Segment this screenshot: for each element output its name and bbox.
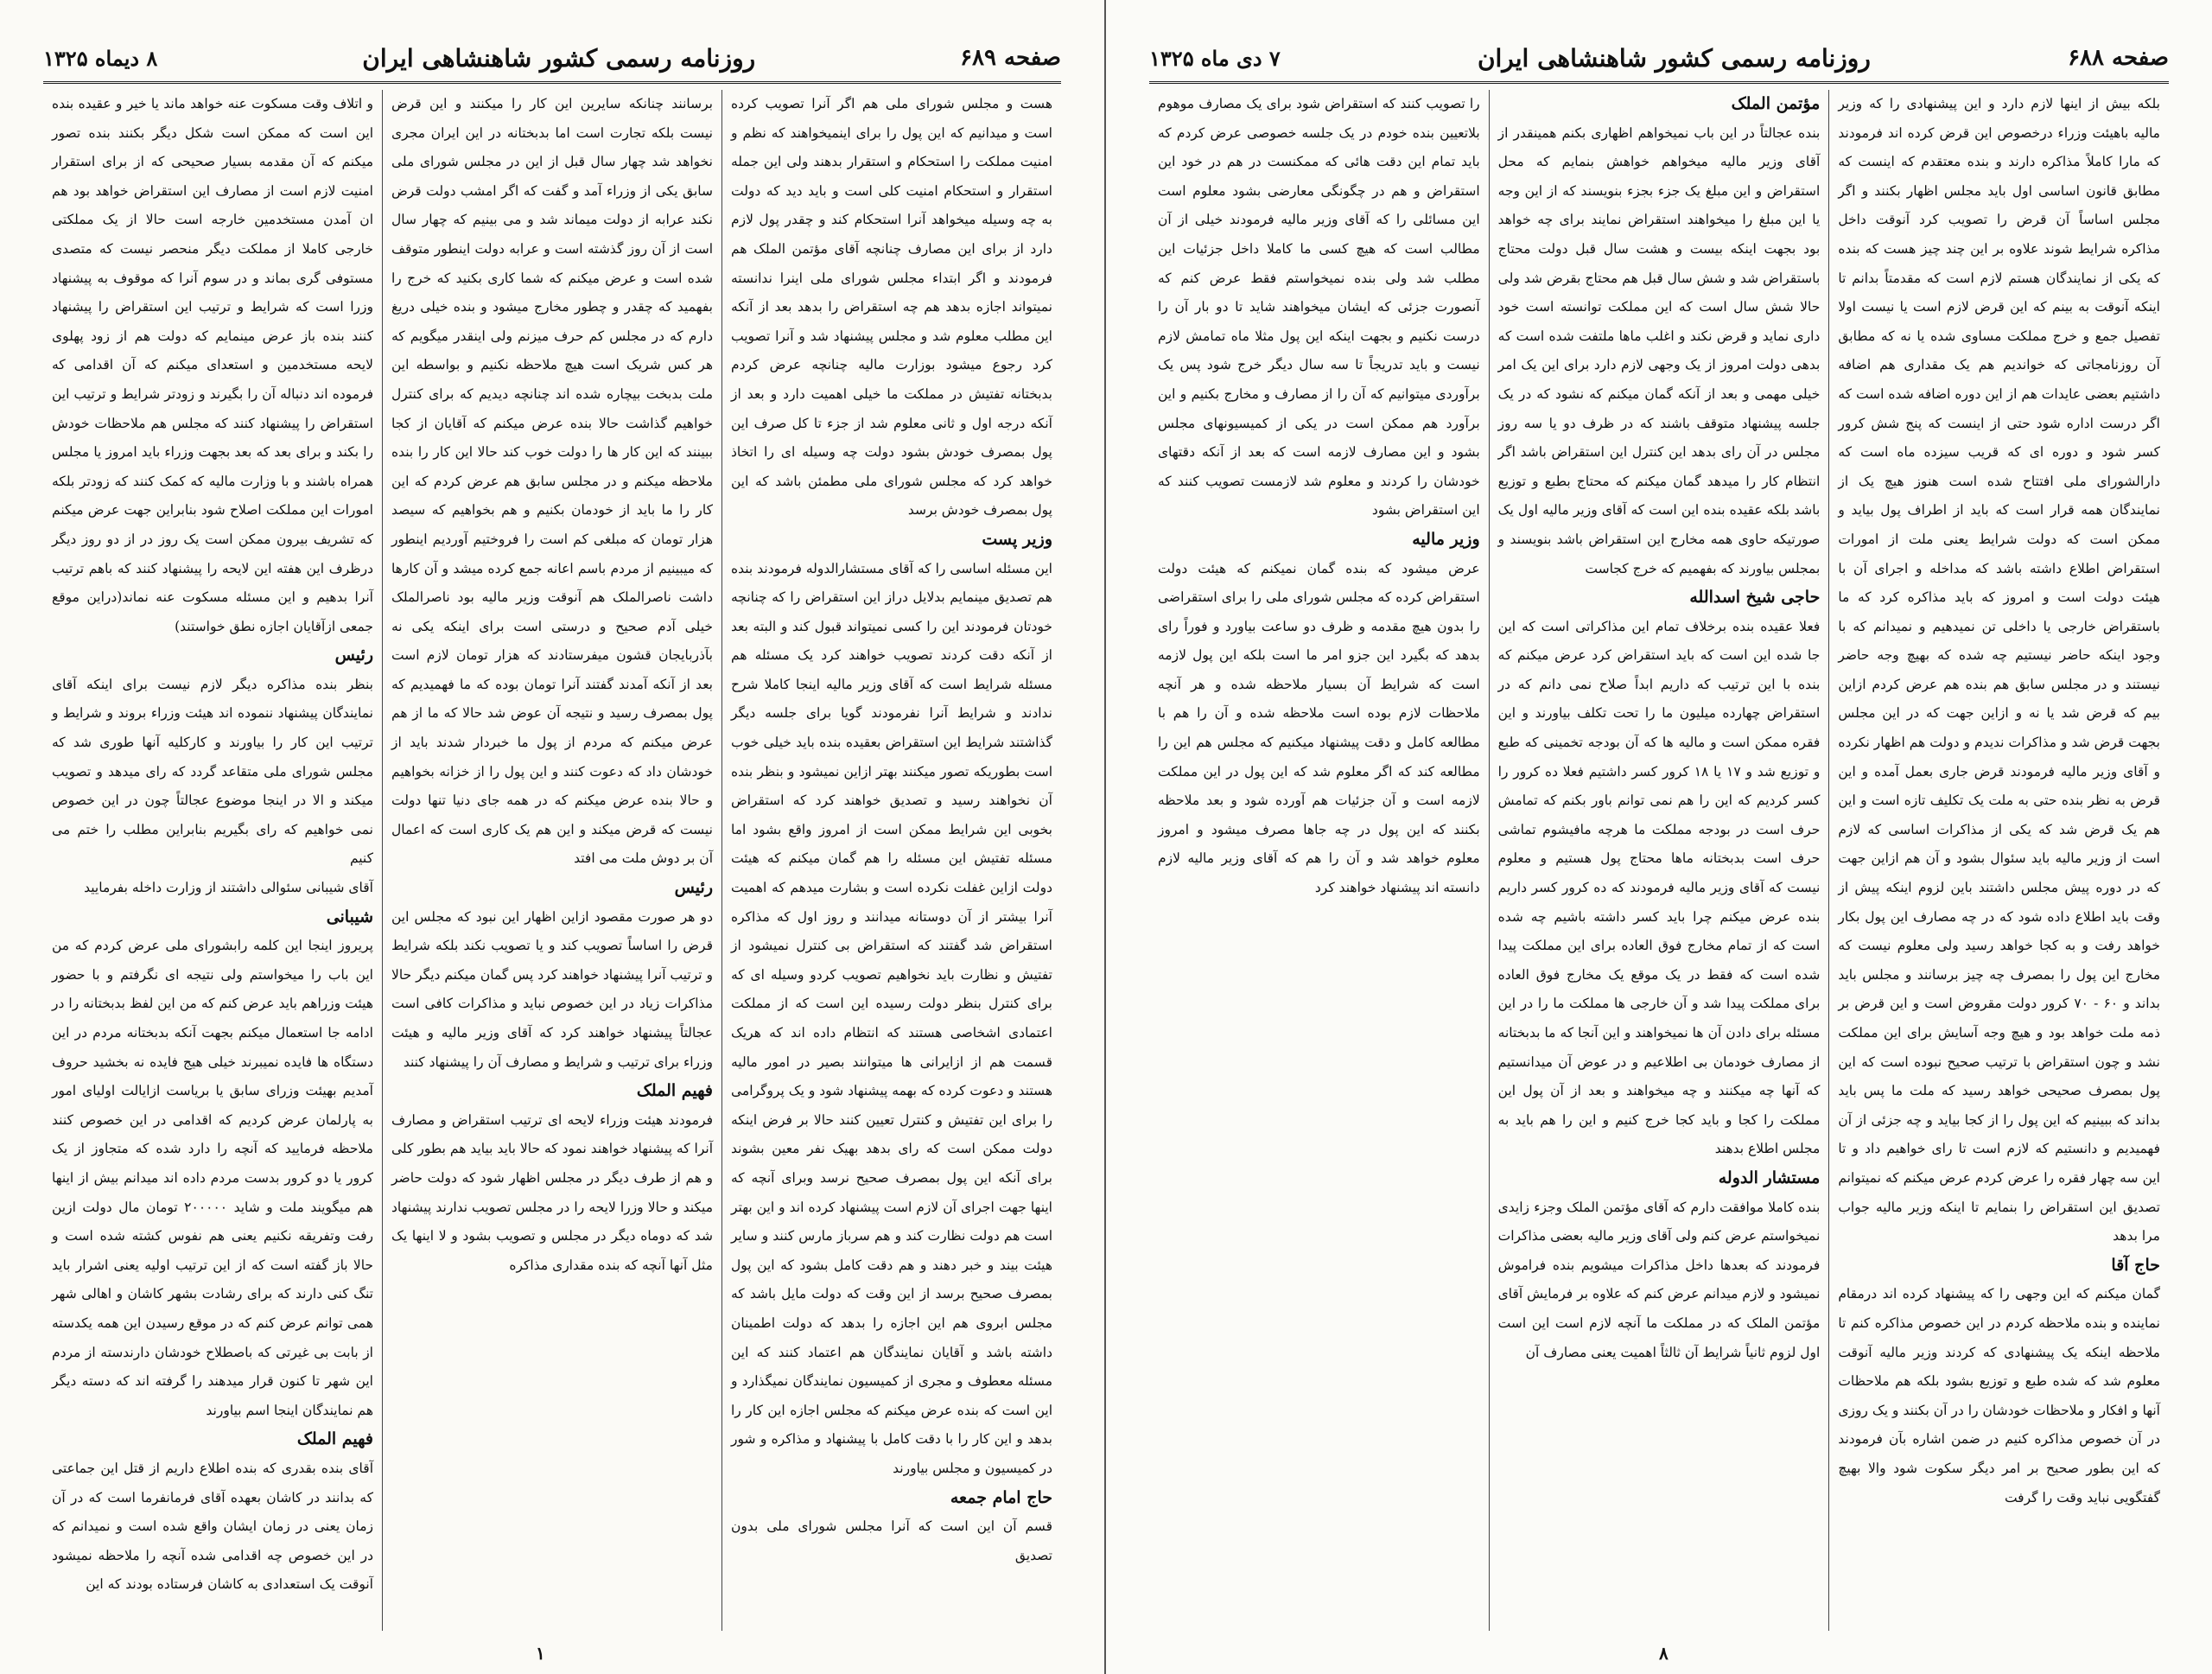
speech-paragraph: دو هر صورت مقصود ازاین اظهار این نبود که مجلس این قرض را اساساً تصویب کند و یا تصویب نکند بلکه شرایط و ترتیب آنرا پیشنهاد خواهند کرد پس گمان میکنم دیگر حالا مذاکرات زیاد در این خصوص نباید و مذاکرات کافی است عجالتاً پیشنهاد خواهند کرد که آقای وزیر مالیه و هیئت وزراء برای ترتیب و شرایط و مصارف آن را پیشنهاد کنند	[391, 908, 713, 1070]
left-masthead-title: روزنامه رسمی کشور شاهنشاهی ایران	[362, 43, 756, 73]
speaker-name: رئیس	[334, 646, 373, 665]
right-page	[1106, 0, 2212, 1674]
left-page-header	[43, 35, 1061, 84]
speech-paragraph: بنظر بنده مذاکره دیگر لازم نیست برای اینکه آقای نمایندگان پیشنهاد ننموده اند هیئت وزراء بروند و شرایط و ترتیب این کار را بیاورند و کارکلیه آنها طوری شد که مجلس شورای ملی متقاعد گردد که رای میدهد و تصویب میکند و الا در اینجا موضوع عجالتاً چون در این خصوص نمی خواهیم که رای بگیریم بنابراین مطلب را ختم می کنیم	[52, 676, 373, 867]
left-page-number: صفحه ۶۸۹	[960, 45, 1061, 71]
speaker-name: حاج امام جمعه	[950, 1487, 1052, 1507]
right-page-number: صفحه ۶۸۸	[2068, 45, 2169, 71]
speech-paragraph: عرض میشود که بنده گمان نمیکنم که هیئت دولت استقراض کرده که مجلس شورای ملی را برای استقراضی را بدون هیچ مقدمه و ظرف دو ساعت بیاورد و فوراً رای بدهد که بگیرد این جزو امر ما است بلکه این پول لازمه است که شرایط آن بسیار ملاحظه شده و هر آنچه ملاحظات لازم بوده است ملاحظه شده و آن را هم با مطالعه کامل و دقت پیشنهاد میکنیم که مجلس هم این را مطالعه کند که اگر معلوم شد که این پول در این مملکت لازمه است و آن جزئیات هم آورده شود و بعد ملاحظه بکنند که این پول در چه جاها مصرف میشود و امروز معلوم خواهد شد و آن را هم که آقای وزیر مالیه لازم دانسته اند پیشنهاد خواهند کرد	[1157, 560, 1480, 896]
speech-paragraph: هست و مجلس شورای ملی هم اگر آنرا تصویب کرده است و میدانیم که این پول را برای اینمیخواهند که نظم و امنیت مملکت را استحکام و استقرار بدهند ولی این جمله استقرار و استحکام امنیت کلی است و باید دید که دولت به چه وسیله میخواهد آنرا استحکام کند و چقدر پول لازم دارد از برای این مصارف چنانچه آقای مؤتمن الملک هم فرمودند و اگر ابتداء مجلس شورای ملی اینرا ندانسته نمیتواند اجازه بدهد هم چه استقراض را بدهد بعد از آنکه این مطلب معلوم شد و مجلس پیشنهاد شد و آنرا تصویب کرد رجوع میشود بوزارت مالیه چنانچه عرض کردم بدبختانه تفتیش در مملکت ما خیلی اهمیت دارد و بعد از آنکه درجه اول و ثانی معلوم شد از جزء تا کل صرف این پول بمصرف خودش بشود دولت چه وسیله ای را اتخاذ خواهد کرد که مجلس شورای ملی مطمئن باشد که این پول بمصرف خودش برسد	[731, 96, 1052, 519]
left-page-footer-number: ۱	[536, 1643, 545, 1664]
right-columns	[1149, 90, 2169, 1631]
speech-paragraph: بلکه بیش از اینها لازم دارد و این پیشنهادی را که وزیر مالیه باهیئت وزراء درخصوص این قرض کرده اند فرمودند که مارا کاملاً مذاکره دارند و بنده معتقدم که اینست که مطابق قانون اساسی اول باید مجلس اظهار بکنند و اگر مجلس اساساً آن قرض را تصویب کرد آنوقت داخل مذاکره شرایط شوند علاوه بر این چند چیز هست که بنده که یکی از نمایندگان هستم لازم است که مقدمتاً بدانم تا اینکه آنوقت به بینم که این قرض لازم است یا نیست اولا تفصیل جمع و خرج مملکت مساوی شده یا نه که مطابق آن روزنامجاتی که خواندیم هم یک مقداری هم اضافه داشتیم بعضی عایدات هم از این دوره اضافه شده است که اگر درست اداره شود حتی از اینست که پنج شش کرور کسر شود و دوره ای که قریب سیزده ماه است که دارالشورای ملی افتتاح شده است هنوز هیچ یک از نمایندگان همه قرار است که باید از اطراف پول بیاید و ممکن است که دولت شرایط یعنی ملت از امورات استقراض اطلاع داشته باشد که مداخله و اجرای آن با هیئت دولت است و امروز که باید مذاکره کرد که ما باستقراض خارجی یا داخلی تن نمیدهیم و نمیدانم که با وجود اینکه حاضر نیستیم چه شده که بهیچ وجه حاضر نیستند و در مجلس سابق هم بنده هم عرض کردم ازاین بیم که قرض شد یا نه و ازاین جهت که در این مجلس بجهت قرض شد و مذاکرات ندیدم و دولت هم اظهار نکرده و آقای وزیر مالیه فرمودند قرض جاری بعمل آمده و این قرض به نظر بنده حتی به ملت یک تکلیف تازه است و این هم یک قرض شد که یکی از مذاکرات اساسی که لازم است از وزیر مالیه باید سئوال بشود و آن هم ازاین جهت که در دوره پیش مجلس داشتند باین لزوم اینکه پیش از وقت باید اطلاع داده شود که در چه مصارف این پول بکار خواهد رفت و به کجا خواهد رسید ولی معلوم نیست که مخارج این پول را بمصرف چه چیز برسانند و مجلس باید بداند و ۶۰ - ۷۰ کرور دولت مقروض است و این قرض بر ذمه ملت خواهد بود و هیچ وجه آسایش برای این مملکت نشد و چون استقراض با ترتیب صحیح نبوده است که این پول بمصرف صحیحی خواهد رسید که ملت ما پس باید بداند که ببینیم که این پول را از کجا بیاید و چه جزئی از آن فهمیدیم و دانستیم که لازم است تا رای خواهیم داد و تا این سه چهار فقره را عرض کردم عرض میکنم که نمیتوانم تصدیق این استقراض را بنمایم تا اینکه وزیر مالیه جواب مرا بدهد	[1838, 96, 2160, 1244]
speaker-name: فهیم الملک	[636, 1081, 713, 1101]
right-column-1	[1828, 90, 2169, 1631]
speech-paragraph: برسانند چنانکه سایرین این کار را میکنند و این قرض نیست بلکه تجارت است اما بدبختانه در این ایران مجری نخواهد شد چهار سال قبل از این در مجلس شورای ملی سابق یکی از وزراء آمد و گفت که اگر امشب دولت قرض نکند عرابه از دولت میماند شد و می بینیم که چهار سال است از آن روز گذشته است و عرابه دولت اینطور متوقف شده است و عرض میکنم که شما کاری بکنید که خرج را بفهمید که چقدر و چطور مخارج میشود و بنده خیلی دریغ دارم که در مجلس کم حرف میزنم ولی اینقدر میگویم که هر کس شریک است هیچ ملاحظه نکنیم و بواسطه این ملت بدبخت بیچاره شده اند چنانچه دیدیم که برای کنترل خواهیم گذاشت حالا بنده عرض میکنم که آقایان از کجا ببینند که این کار ها را دولت خوب کند حالا این کار را بنده ملاحظه میکنم و در مجلس سابق هم عرض کردم که این کار را ما باید از خودمان بکنیم و هم بخواهیم که سیصد هزار تومان که مبلغی کم است را فروختیم آوردیم اینطور که میبینیم از مردم باسم اعانه جمع کرده میشد و آن کارها داشت ناصرالملک هم آنوقت وزیر مالیه بود ناصرالملک خیلی آدم صحیح و درستی است برای اینکه یکی نه بآذربایجان قشون میفرستادند که هزار تومان لازم است بعد از آنکه آمدند گفتند آنرا تومان بوده که ما فهمیدیم که پول بمصرف رسید و نتیجه آن عوض شد حالا که ما از هم عرض میکنم که مردم از پول ما خبردار شدند باید از خودشان داد که دعوت کنند و این پول را از خزانه بخواهیم و حالا بنده عرض میکنم که در همه جای دنیا تنها دولت نیست که قرض میکند و این هم یک کاری است که اعمال آن بر دوش ملت می افتد	[391, 96, 713, 867]
left-column-1	[721, 90, 1061, 1631]
speaker-name: وزیر مالیه	[1412, 529, 1480, 549]
speech-paragraph: فعلا عقیده بنده برخلاف تمام این مذاکراتی است که این جا شده این است که باید استقراض کرد عرض میکنم که بنده با این ترتیب که داریم ابداً صلاح نمی دانم که در استقراض چهارده میلیون ما را تحت تکلف بیاورند و این فقره ممکن است و مالیه ها که آن بودجه تخمینی که طبع و توزیع شد و ۱۷ یا ۱۸ کرور کسر داشتیم فعلا ده کرور را کسر کردیم که این را هم نمی توانم باور بکنم که تمامش حرف است در بودجه مملکت ما هرچه مافیشوم تماشی حرف است بدبختانه ماها محتاج پول هستیم و معلوم نیست که آقای وزیر مالیه فرمودند که ده کرور کسر داریم بنده عرض میکنم چرا باید کسر داشته باشیم چه شده است که از تمام مخارج فوق العاده برای این مملکت پیدا شده است که فقط در یک موقع یک مخارج فوق العاده برای مملکت پیدا شد و آن خارجی ها مملکت ما را در این مسئله برای دادن آن ها نمیخواهند و این آنجا که ما بدبختانه از مصارف خودمان بی اطلاعیم و در عوض آن میدانستیم که آنها چه میکنند و چه میخواهند و بعد از آن پول این مملکت را کجا و باید کجا خرج کنیم و این را هم باید به مجلس اطلاع بدهند	[1497, 618, 1821, 1157]
left-page-date: ۸ دیماه ۱۳۲۵	[43, 45, 158, 71]
left-columns	[43, 90, 1061, 1631]
speech-paragraph: فرمودند هیئت وزراء لایحه ای ترتیب استقراض و مصارف آنرا که پیشنهاد خواهند نمود که حالا باید بیاید هم بطور کلی و هم از طرف دیگر در مجلس اظهار شود که دولت حاضر میکند و حالا وزرا لایحه را در مجلس تصویب ندارند پیشنهاد شد که دوماه دیگر در مجلس و تصویب بشود و لا اینها یک مثل آنها آنچه که بنده مقداری مذاکره	[391, 1111, 713, 1273]
speech-paragraph: بنده عجالتاً در این باب نمیخواهم اظهاری بکنم همینقدر از آقای وزیر مالیه میخواهم خواهش بنمایم که محل استقراض و این مبلغ یک جزء بجزء بنویسند که از این وجه یا این مبلغ را میخواهند استقراض نمایند برای چه خواهد بود بجهت اینکه بیست و هشت سال قبل دولت محتاج باستقراض شد و شش سال قبل هم محتاج بقرض شد ولی حالا شش سال است که این مملکت توانسته است خود داری نماید و قرض نکند و اغلب ماها ملتفت شده است که بدهی دولت امروز از یک وجهی لازم دارد برای این یک امر خیلی مهمی و بعد از آنکه گمان میکنم که نشود که در یک جلسه پیشنهاد متوقف باشند که در ظرف دو یا سه روز مجلس در آن رای بدهد این کنترل این استقراض باشد اگر انتظام کار را میدهد گمان میکنم که محتاج بطبع و توزیع باشد بلکه عقیده بنده این است که آقای وزیر مالیه اول یک صورتیکه حاوی همه مخارج این استقراض باشد بنویسند و بمجلس بیاورند که بفهمیم که خرج کجاست	[1497, 124, 1821, 576]
speech-paragraph: گمان میکنم که این وجهی را که پیشنهاد کرده اند درمقام نماینده و بنده ملاحظه کردم در این خصوص مذاکره کنم تا ملاحظه اینکه یک پیشنهادی که کردند وزیر مالیه آنوقت معلوم شد که شده طبع و توزیع بشود بلکه هم ملاحظات آنها و افکار و ملاحظات خودشان را در آن بکنند و یک روزی در آن خصوص مذاکره کنیم در ضمن اشاره بآن فرمودند که این بطور صحیح بر امر دیگر سکوت شود والا بهیچ گفتگویی نباید وقت را گرفت	[1838, 1286, 2160, 1505]
speech-paragraph: قسم آن این است که آنرا مجلس شورای ملی بدون تصدیق	[731, 1518, 1052, 1563]
right-column-2	[1489, 90, 1829, 1631]
speaker-name: وزیر پست	[982, 529, 1052, 549]
speaker-name: مؤتمن الملک	[1731, 94, 1821, 113]
speech-paragraph: بنده کاملا موافقت دارم که آقای مؤتمن الملک وجزء زایدی نمیخواستم عرض کنم ولی آقای وزیر مالیه بعضی مذاکرات فرمودند که بعدها داخل مذاکرات میشویم بنده فراموش نمیشود و لازم میدانم عرض کنم که علاوه بر فرمایش آقای مؤتمن الملک که در مملکت ما آنچه لازم است این است اول لزوم ثانیاً شرایط آن ثالثاً اهمیت یعنی مصارف آن	[1497, 1199, 1821, 1360]
left-column-2	[382, 90, 721, 1631]
speaker-name: رئیس	[674, 878, 713, 898]
speaker-name: حاج آقا	[2111, 1255, 2160, 1275]
right-column-3	[1149, 90, 1489, 1631]
left-column-3	[43, 90, 382, 1631]
speech-paragraph: آقای بنده بقدری که بنده اطلاع داریم از قتل این جماعتی که بدانند در کاشان بعهده آقای فرمانفرما است که در آن زمان یعنی در زمان ایشان واقع شده است و نمیدانم که در این خصوص چه اقدامی شده آنچه را ملاحظه نمیشود آنوقت یک استعدادی به کاشان فرستاده بودند که این	[52, 1460, 373, 1593]
speech-paragraph: و اتلاف وقت مسکوت عنه خواهد ماند یا خیر و عقیده بنده این است که ممکن است شکل دیگر بکنند بنده تصور میکنم که آن مقدمه بسیار صحیحی که از برای استقرار امنیت لازم است از مصارف این استقراض خواهد بود هم ان آمدن مستخدمین خارجه است حالا از یک مملکتی خارجی کاملا از مملکت دیگر منحصر نیست که متصدی مستوفی گری بماند و در سوم آنرا که موقوف به پیشنهاد وزرا است که شرایط و ترتیب این استقراض را پیشنهاد کنند بنده باز عرض مینمایم که دولت هم از زود پهلوی لایحه مستخدمین و استعدای میکنم که آن اقدامی که فرموده اند دنباله آن را بگیرند و زودتر شرایط و ترتیب این استقراض را پیشنهاد کنند که مجلس هم ملاحظات خودش را بکند و برای بعد که بعد بجهت وزراء باید امروز یا مجلس همراه باشند و با وزارت مالیه که کمک کنند که زودتر بلکه امورات این مملکت اصلاح شود بنابراین جهت عرض میکنم که تشریف بیرون ممکن است یک روز در از دو روز دیگر درظرف این هفته این لایحه را پیشنهاد کنند که باهم ترتیب آنرا بدهیم و این مسئله مسکوت عنه نماند(دراین موقع جمعی ازآقایان اجازه نطق خواستند)	[52, 96, 373, 634]
right-masthead-title: روزنامه رسمی کشور شاهنشاهی ایران	[1477, 43, 1871, 73]
speech-paragraph: این مسئله اساسی را که آقای مستشارالدوله فرمودند بنده هم تصدیق مینمایم بدلایل دراز این استقراض را که چنانچه خودتان فرمودند این را کسی نمیتواند قبول کند و البته بعد از آنکه دقت کردند تصویب خواهند کرد یک مسئله هم مسئله شرایط است که آقای وزیر مالیه اینجا کاملا شرح ندادند و شرایط آنرا نفرمودند گویا برای جلسه دیگر گذاشتند شرایط این استقراض بعقیده بنده باید خیلی خوب است بطوریکه تصور میکنند بهتر ازاین نمیشود و بنظر بنده آن نخواهند رسید و تصدیق خواهند کرد که استقراض بخوبی این شرایط ممکن است از امروز واقع بشود اما مسئله تفتیش این مسئله را هم گمان میکنم که هیئت دولت ازاین غفلت نکرده است و بشارت میدهم که اهمیت آنرا بیشتر از آن دوستانه میدانند و روز اول که مذاکره استقراض شد گفتند که استقراض بی کنترل نمیشود از تفتیش و نظارت باید نخواهیم تصویب کردو وسیله ای که برای کنترل بنظر دولت رسیده این است که از مملکت اعتمادی اشخاصی هستند که انتظام داده اند که هریک قسمت هم از ازایرانی ها میتوانند بصیر در امور مالیه هستند و دعوت کرده که بهمه پیشنهاد شود و یک پروگرامی را برای این تفتیش و کنترل تعیین کنند حالا بر فرض اینکه دولت ممکن است که رای بدهد بهیک نفر معین بشوند برای آنکه این پول بمصرف صحیح نرسد وبرای آنچه که اینها جهت اجرای آن لازم است پیشنهاد کرده اند و این بهتر است هم دولت نظارت کند و هم سرباز مارس کنند و سایر هیئت بیند و خبر دهند و هم دقت کامل بشود که این پول بمصرف صحیح برسد از این وقت که دولت مایل باشد که مجلس ابروی هم این اجازه را بدهد که دولت اطمینان داشته باشد و آقایان نمایندگان هم اعتماد کنند که این مسئله معطوف و مجری از کمیسیون نمایندگان نمیگذارد و این است که بنده عرض میکنم که مجلس اجازه این کار را بدهد و این کار را با دقت کامل با پیشنهاد و مذاکره و شور در کمیسیون و مجلس بیاورند	[730, 560, 1052, 1476]
right-page-footer-number: ۸	[1659, 1643, 1669, 1664]
right-page-date: ۷ دی ماه ۱۳۲۵	[1149, 45, 1281, 71]
speaker-name: حاجی شیخ اسدالله	[1689, 588, 1821, 608]
speech-paragraph: آقای شیبانی سئوالی داشتند از وزارت داخله بفرمایید	[84, 880, 373, 896]
right-page-header	[1149, 35, 2169, 84]
speech-paragraph: پریروز اینجا این کلمه رابشورای ملی عرض کردم که من این باب را میخواستم ولی نتیجه ای نگرفتم و با حضور هیئت وزراهم باید عرض کنم که من این لفظ بدبختانه را در ادامه جا استعمال میکنم بجهت آنکه بدبختانه مردم در این دستگاه ها فایده نمیبرند خیلی هیج فایده نه بخشید حروف آمدیم بهیئت وزرای سابق یا بریاست ازایالت اولیای امور به پارلمان عرض کردیم که اقدامی در این خصوص کنند ملاحظه فرمایید که آنچه را دارد شده که متجاوز از یک کرور یا دو کرور بدست مردم داده اند میدانم بیش از اینها هم میگویند ملت و شاید ۲۰۰۰۰۰ تومان مال دولت ازین رفت وتفریقه نکنیم یعنی هم نفوس کشته شده است و حالا باز گفته است که از این ترتیب اولیه یعنی اشرار باید تنگ کنی دارند که برای رشادت بشهر کاشان و اهالی شهر همی توانم عرض کنم که در موقع رسیدن این همه یکدسته از بابت بی غیرتی که باصطلاح خودشان دارندسته از مردم این شهر تا کنون قرار میدهند را گرفته اند که دسته دیگر هم نمایندگان اینجا اسم بیاورند	[52, 938, 373, 1418]
speaker-name: فهیم الملک	[296, 1429, 373, 1449]
speaker-name: مستشار الدوله	[1718, 1168, 1821, 1187]
speaker-name: شیبانی	[326, 907, 373, 926]
speech-paragraph: را تصویب کنند که استقراض شود برای یک مصارف موهوم بلاتعیین بنده خودم در یک جلسه خصوصی عرض کردم که باید تمام این دقت هائی که ممکنست در هم در خود این استقراض و هم در چگونگی معارضی بشود معلوم است این مسائلی را که آقای وزیر مالیه فرمودند خیلی از آن مطالب است که هیچ کسی ما کاملا داخل جزئیات این مطلب شد ولی بنده نمیخواستم فقط عرض کنم که آنصورت جزئی که ایشان میخواهند شاید تا دو بار آن را درست نکنیم و بجهت اینکه این پول مثلا ماه تمامش لازم نیست و باید تدریجاً تا سه سال دیگر خرج شود پس یک برآوردی میتوانیم که آن را از مصارف و مخارج بکنیم و این برآورد هم ممکن است در یکی از کمیسیونهای مجلس بشود و این مصارف لازمه است که بعد از آنکه دقتهای خودشان را کردند و معلوم شد لازمست تصویب کنند که این استقراض بشود	[1157, 96, 1480, 519]
